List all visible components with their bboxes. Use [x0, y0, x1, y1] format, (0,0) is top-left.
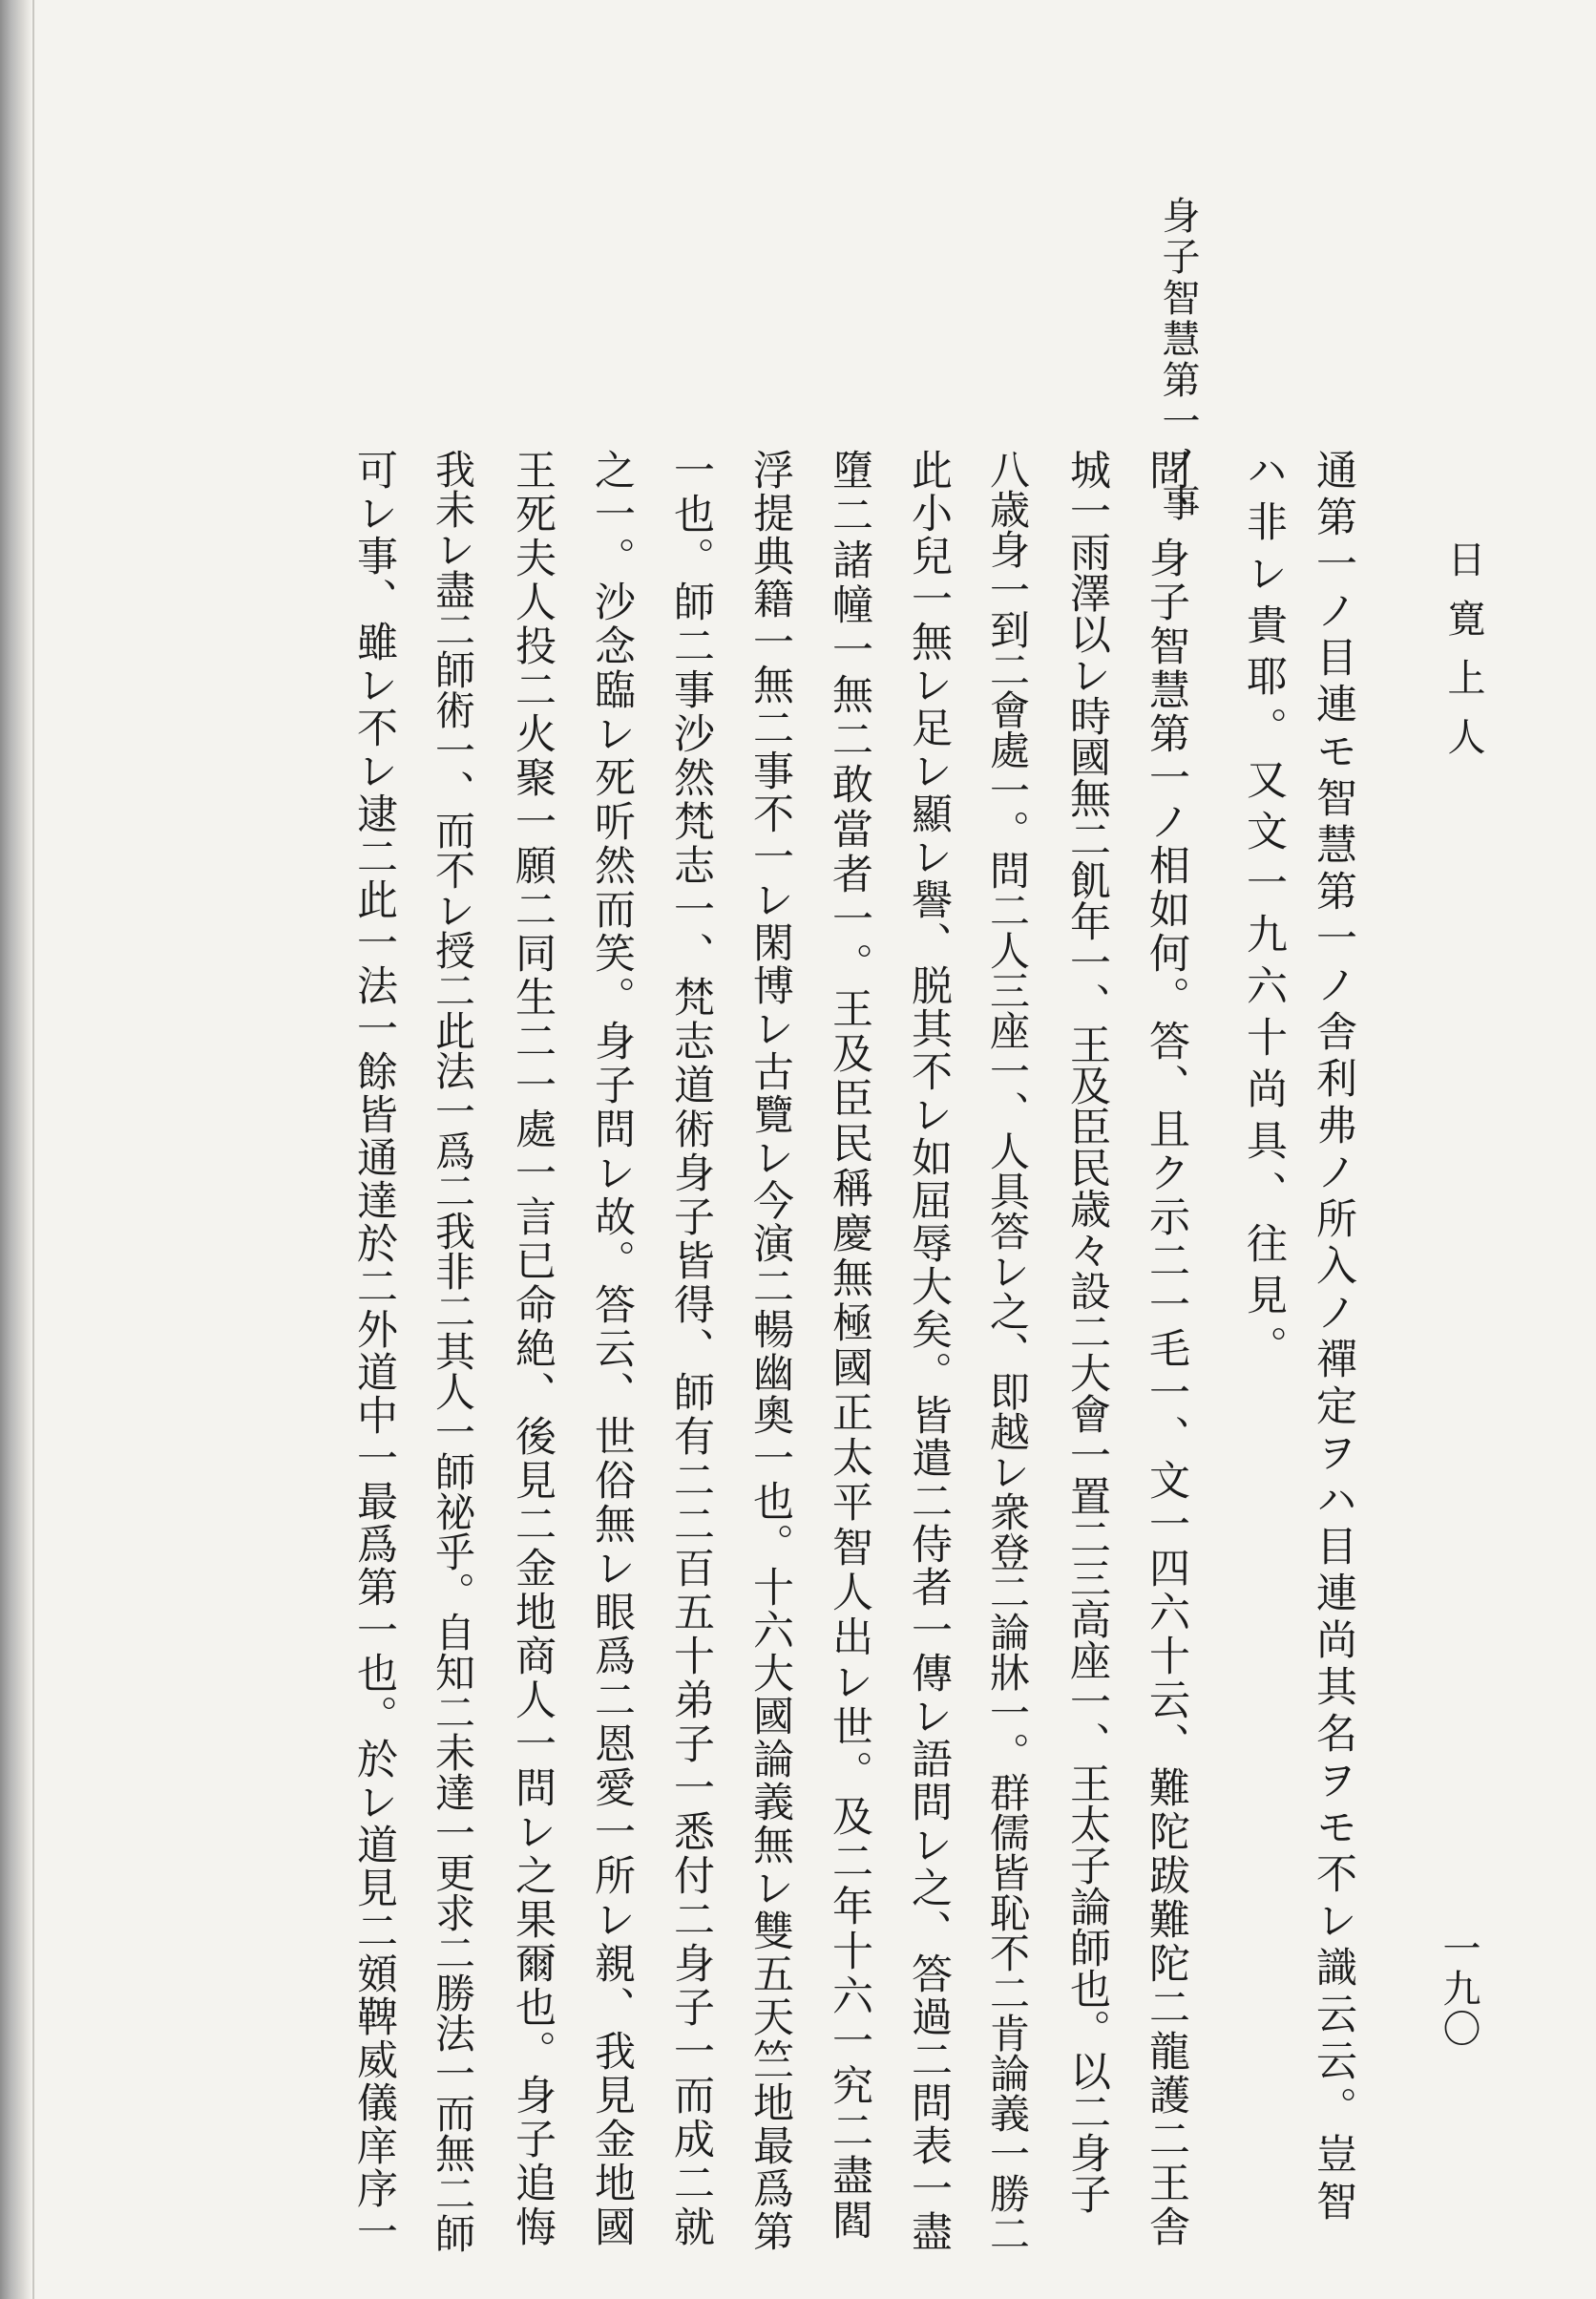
body-text-line: 之一。沙念臨レ死听然而笑。身子問レ故。答云、世俗無レ眼爲二恩愛一所レ親、我見金地國: [588, 449, 636, 2249]
binding-edge-line: [32, 0, 34, 2299]
body-text-line: 墮二諸幢一無二敢當者一。王及臣民稱慶無極國正太平智人出レ世。及二年十六一究二盡閻: [826, 449, 873, 2244]
body-text-line: 問、身子智慧第一ノ相如何。答、且ク示二一毛一、文一四六十云、難陀跋難陀二龍護二王舎: [1143, 449, 1190, 2249]
body-text-line: 此小兒一無レ足レ顯レ譽、脱其不レ如屈辱大矣。皆遣二侍者一傳レ語問レ之、答過二問表一盡: [905, 449, 953, 2253]
body-text-line: 城一雨澤以レ時國無二飢年一、王及臣民歳々設二大會一置二三高座一、王太子論師也。以二身子: [1063, 449, 1111, 2214]
body-text-line: 王死夫人投二火聚一願二同生二一處一言已命絶、後見二金地商人一問レ之果爾也。身子追悔: [509, 449, 556, 2249]
body-text-line: 浮提典籍一無二事不一レ閑博レ古覽レ今演二暢幽奧一也。十六大國論義無レ雙五天竺地最爲第: [746, 449, 794, 2253]
binding-edge-shadow: [0, 0, 32, 2299]
body-text-line: 我未レ盡二師術一、而不レ授二此法一爲二我非二其人一師祕乎。自知二未達一更求二勝法一而無二師: [430, 449, 476, 2253]
body-text-line: 八歳身一到二會處一。問二人三座一、人具答レ之、即越レ衆登二論牀一。群儒皆恥不二肯論義一勝二: [984, 449, 1031, 2253]
running-head: 日寛上人: [1441, 539, 1485, 776]
body-text-line: 通第一ノ目連モ智慧第一ノ舎利弗ノ所入ノ禪定ヲハ目連尚其名ヲモ不レ識云云。豈智: [1310, 449, 1357, 2226]
body-text-line: 可レ事、雖レ不レ逮二此一法一餘皆通達於二外道中一最爲第一也。於レ道見二頞鞞威儀庠序一: [350, 449, 398, 2253]
section-heading: 身子智慧第一ノ事: [1156, 196, 1200, 524]
body-text-line: 一也。師二事沙然梵志一、梵志道術身子皆得、師有二二百五十弟子一悉付二身子一而成二就: [667, 449, 715, 2249]
page-number: 一九〇: [1437, 1929, 1480, 2049]
body-text-line: ハ非レ貴耶。又文一九六十尚具、往見。: [1240, 449, 1288, 1377]
